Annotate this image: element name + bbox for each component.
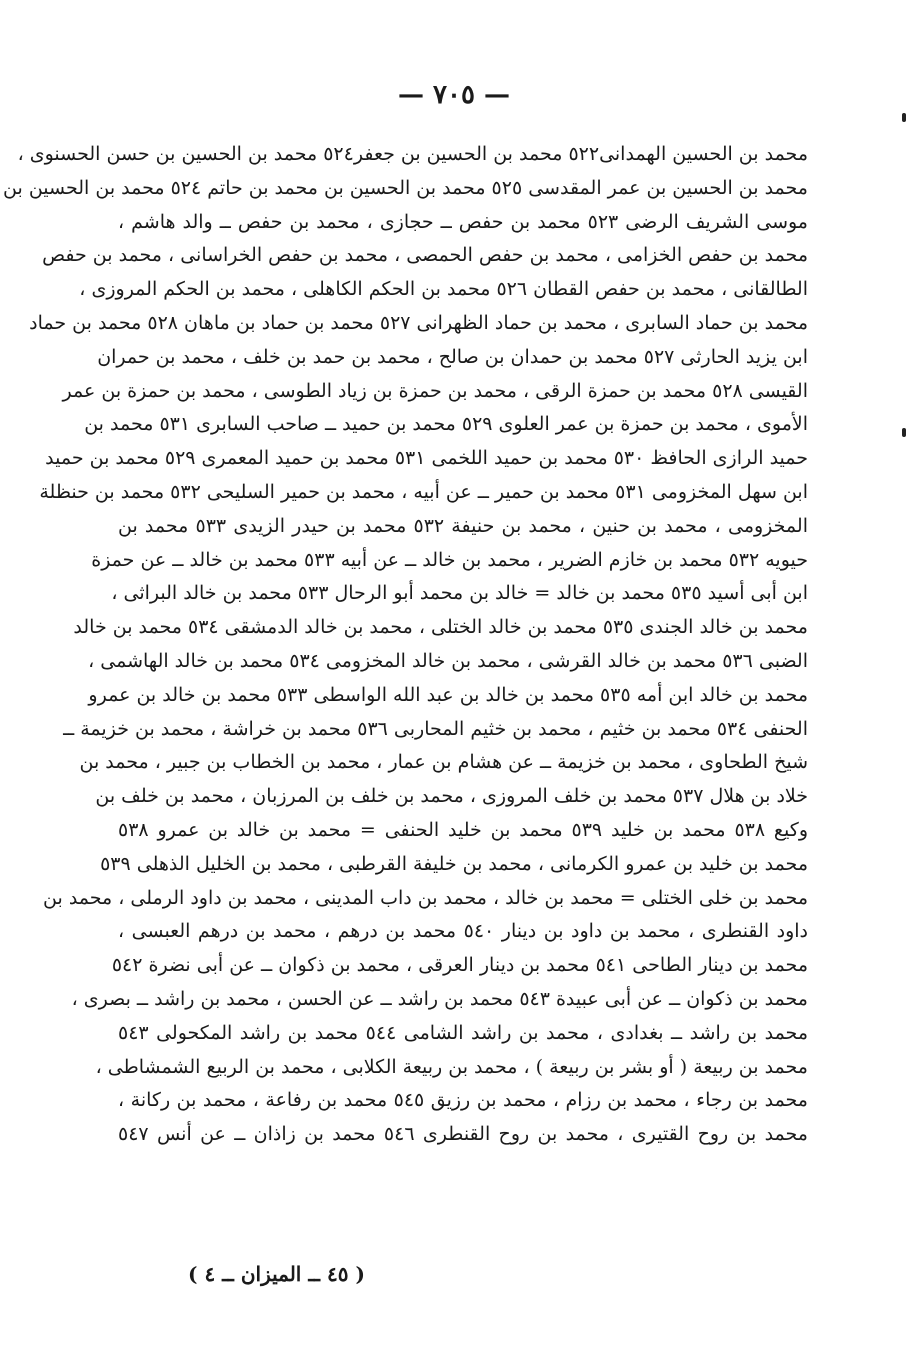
text-line: الطالقانى ، محمد بن حفص القطان ٥٢٦ محمد بن الحكم الكاهلى ، محمد بن الحكم المروزى ، <box>79 278 808 301</box>
text-line: محمد بن روح القتيرى ، محمد بن روح القنطرى ٥٤٦ محمد بن زاذان ــ عن أنس ٥٤٧ <box>118 1123 808 1146</box>
text-line: محمد بن حماد السابرى ، محمد بن حماد الظهرانى ٥٢٧ محمد بن حماد بن ماهان ٥٢٨ محمد بن حماد <box>29 311 808 334</box>
text-line: محمد بن خالد ابن أمه ٥٣٥ محمد بن خالد بن عبد الله الواسطى ٥٣٣ محمد بن خالد بن عمرو <box>88 683 808 706</box>
text-line: محمد بن حفص الخزامى ، محمد بن حفص الحمصى ، محمد بن حفص الخراسانى ، محمد بن حفص <box>42 244 808 267</box>
text-line: شيخ الطحاوى ، محمد بن خزيمة ــ عن هشام بن عمار ، محمد بن الخطاب بن جبير ، محمد بن <box>79 751 808 774</box>
text-line: المخزومى ، محمد بن حنين ، محمد بن حنيفة ٥٣٢ محمد بن حيدر الزيدى ٥٣٣ محمد بن <box>118 514 808 537</box>
text-line: محمد بن ذكوان ــ عن أبى عبيدة ٥٤٣ محمد بن راشد ــ عن الحسن ، محمد بن راشد ــ بصرى ، <box>71 987 808 1010</box>
text-line: خلاد بن هلال ٥٣٧ محمد بن خلف المروزى ، محمد بن خلف بن المرزبان ، محمد بن خلف بن <box>95 785 808 808</box>
margin-mark <box>902 113 906 122</box>
text-line: محمد بن الحسين الهمدانى٥٢٢ محمد بن الحسين بن جعفر٥٢٤ محمد بن الحسين بن حسن الحسنوى ، <box>17 143 808 165</box>
text-line: محمد بن ربيعة ( أو بشر بن ربيعة ) ، محمد بن ربيعة الكلابى ، محمد بن الربيع الشمشاطى ، <box>95 1055 808 1078</box>
text-line: حيويه ٥٣٢ محمد بن خازم الضرير ، محمد بن خالد ــ عن أبيه ٥٣٣ محمد بن خالد ــ عن حمزة <box>91 548 808 571</box>
text-line: محمد بن راشد ــ بغدادى ، محمد بن راشد الشامى ٥٤٤ محمد بن راشد المكحولى ٥٤٣ <box>118 1021 808 1044</box>
margin-mark <box>902 428 906 437</box>
text-line: الضبى ٥٣٦ محمد بن خالد القرشى ، محمد بن خالد المخزومى ٥٣٤ محمد بن خالد الهاشمى ، <box>88 649 808 672</box>
text-line: محمد بن رجاء ، محمد بن رزام ، محمد بن رزيق ٥٤٥ محمد بن رفاعة ، محمد بن ركانة ، <box>118 1089 808 1112</box>
page-number: — ٧٠٥ — <box>397 80 511 110</box>
text-line: محمد بن الحسين بن عمر المقدسى ٥٢٥ محمد بن الحسين بن محمد بن حاتم ٥٢٤ محمد بن الحسين بن <box>3 176 808 199</box>
text-line: محمد بن خالد الجندى ٥٣٥ محمد بن خالد الختلى ، محمد بن خالد الدمشقى ٥٣٤ محمد بن خالد <box>73 616 808 639</box>
text-line: محمد بن دينار الطاحى ٥٤١ محمد بن دينار العرقى ، محمد بن ذكوان ــ عن أبى نضرة ٥٤٢ <box>111 954 808 977</box>
text-line: موسى الشريف الرضى ٥٢٣ محمد بن حفص ــ حجازى ، محمد بن حفص ــ والد هاشم ، <box>118 210 808 233</box>
text-line: ابن يزيد الحارثى ٥٢٧ محمد بن حمدان بن صالح ، محمد بن حمد بن خلف ، محمد بن حمران <box>97 345 808 368</box>
index-text-block <box>3 138 809 1152</box>
text-line: داود القنطرى ، محمد بن داود بن دينار ٥٤٠ محمد بن درهم ، محمد بن درهم العبسى ، <box>118 920 809 943</box>
text-line: محمد بن خلى الختلى = محمد بن خالد ، محمد بن داب المدينى ، محمد بن داود الرملى ، محمد بن <box>43 886 808 909</box>
footer-signature: ( ٤٥ ــ الميزان ــ ٤ ) <box>188 1262 365 1286</box>
text-line: القيسى ٥٢٨ محمد بن حمزة الرقى ، محمد بن حمزة بن زياد الطوسى ، محمد بن حمزة بن عمر <box>62 379 808 402</box>
text-line: الحنفى ٥٣٤ محمد بن خثيم ، محمد بن خثيم المحاربى ٥٣٦ محمد بن خراشة ، محمد بن خزيمة ــ <box>63 717 808 740</box>
text-line: وكيع ٥٣٨ محمد بن خليد ٥٣٩ محمد بن خليد الحنفى = محمد بن خالد بن عمرو ٥٣٨ <box>118 818 808 841</box>
text-line: ابن سهل المخزومى ٥٣١ محمد بن حمير ــ عن أبيه ، محمد بن حمير السليحى ٥٣٢ محمد بن حنظلة <box>39 480 808 503</box>
text-line: ابن أبى أسيد ٥٣٥ محمد بن خالد = خالد بن محمد أبو الرحال ٥٣٣ محمد بن خالد البراثى ، <box>111 582 808 605</box>
text-line: الأموى ، محمد بن حمزة بن عمر العلوى ٥٢٩ محمد بن حميد ــ صاحب السابرى ٥٣١ محمد بن <box>84 413 808 436</box>
text-line: حميد الرازى الحافظ ٥٣٠ محمد بن حميد اللخمى ٥٣١ محمد بن حميد المعمرى ٥٢٩ محمد بن حميد <box>45 447 808 470</box>
text-line: محمد بن خليد بن عمرو الكرمانى ، محمد بن خليفة القرطبى ، محمد بن الخليل الذهلى ٥٣٩ <box>100 852 808 875</box>
